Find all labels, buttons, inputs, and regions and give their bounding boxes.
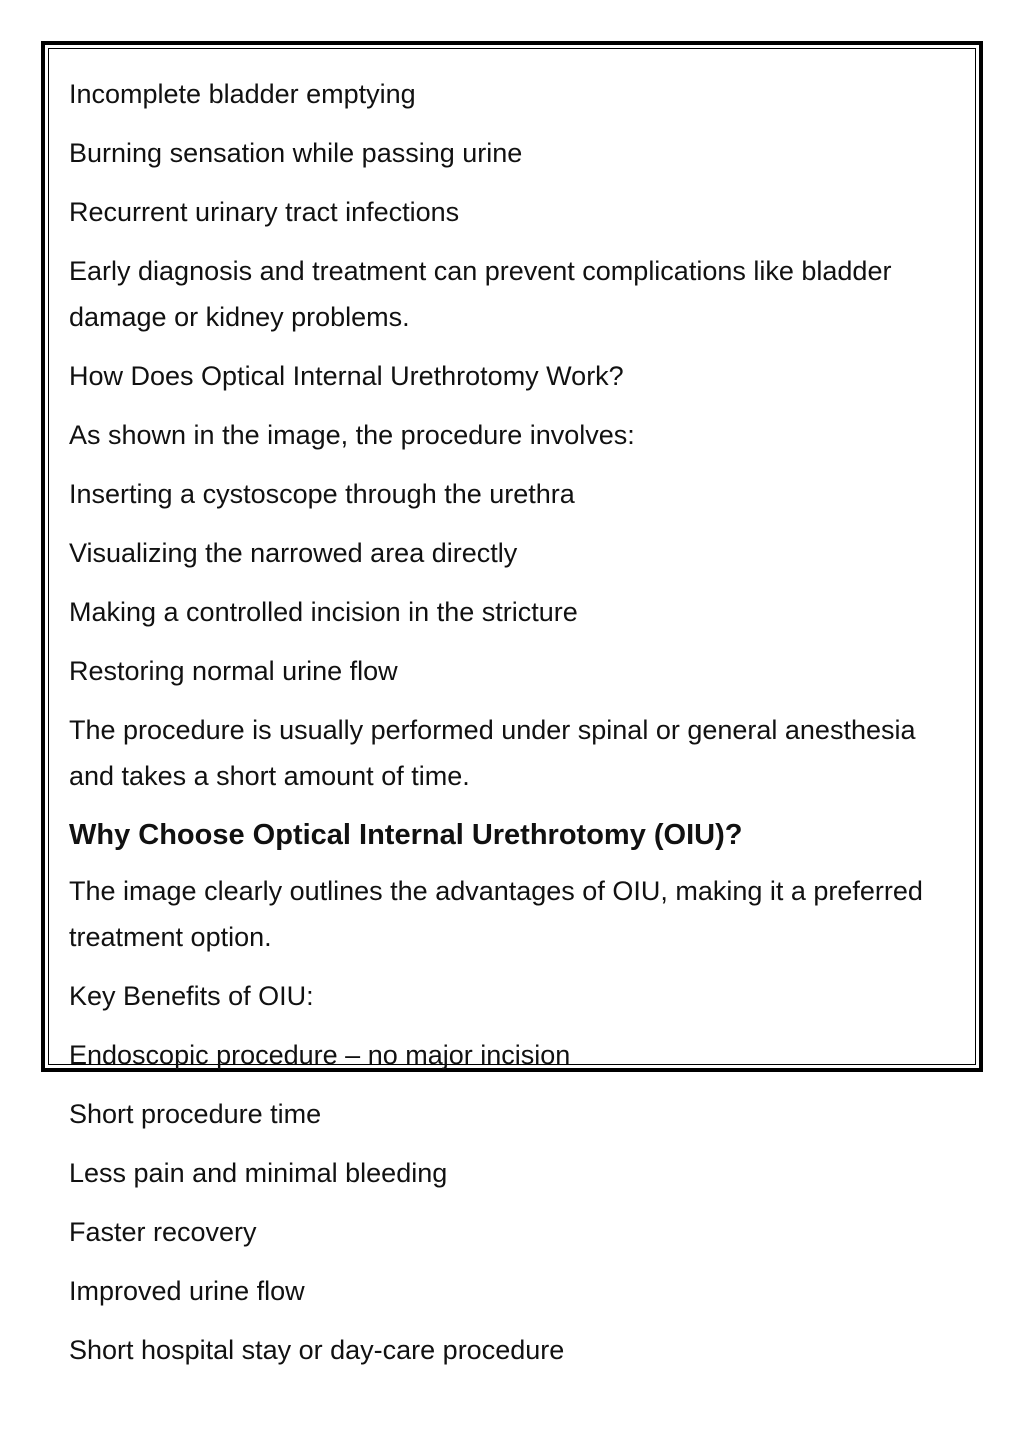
- paragraph: Short hospital stay or day-care procedure: [69, 1335, 565, 1365]
- paragraph: Incomplete bladder emptying: [69, 79, 416, 109]
- paragraph: Endoscopic procedure – no major incision: [69, 1040, 571, 1070]
- paragraph: Burning sensation while passing urine: [69, 138, 523, 168]
- paragraph: Short procedure time: [69, 1099, 322, 1129]
- paragraph: Restoring normal urine flow: [69, 656, 398, 686]
- paragraph: The procedure is usually performed under spinal or general anesthesia and takes a short amount of time.: [69, 715, 916, 791]
- paragraph: As shown in the image, the procedure involves:: [69, 420, 635, 450]
- paragraph: Improved urine flow: [69, 1276, 305, 1306]
- page-border: [41, 41, 983, 1365]
- paragraph: Key Benefits of OIU:: [69, 981, 314, 1011]
- paragraph: Visualizing the narrowed area directly: [69, 538, 518, 568]
- section-heading: Why Choose Optical Internal Urethrotomy (OIU)?: [69, 819, 743, 851]
- paragraph: Recurrent urinary tract infections: [69, 197, 460, 227]
- paragraph: Making a controlled incision in the stricture: [69, 597, 578, 627]
- paragraph: Faster recovery: [69, 1217, 257, 1247]
- document-body: [69, 71, 935, 1386]
- paragraph: The image clearly outlines the advantages of OIU, making it a preferred treatment option.: [69, 876, 923, 952]
- paragraph: Less pain and minimal bleeding: [69, 1158, 448, 1188]
- inner-border: [48, 48, 976, 1365]
- paragraph: How Does Optical Internal Urethrotomy Work?: [69, 361, 624, 391]
- paragraph: Inserting a cystoscope through the urethra: [69, 479, 575, 509]
- paragraph: Early diagnosis and treatment can prevent complications like bladder damage or kidney problems.: [69, 256, 892, 332]
